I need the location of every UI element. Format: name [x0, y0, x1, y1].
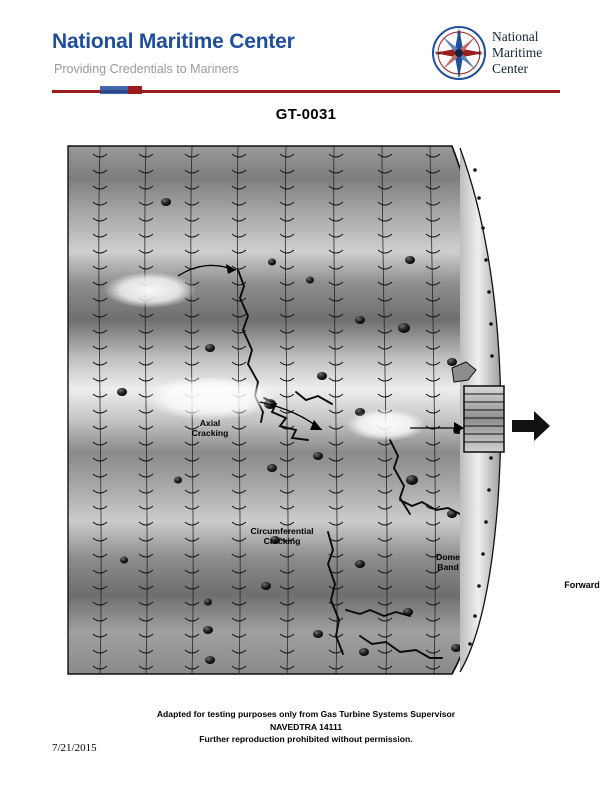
footer-line-2: NAVEDTRA 14111 — [269, 721, 343, 732]
svg-text:W: W — [435, 51, 441, 57]
logo-line-1: National — [492, 29, 539, 44]
figure-illustration — [60, 140, 600, 680]
forward-arrow-icon — [512, 411, 550, 441]
document-date: 7/21/2015 — [52, 742, 97, 754]
footer-line-1: Adapted for testing purposes only from Gas Turbine Systems Supervisor — [156, 709, 456, 719]
combustion-liner-diagram — [60, 140, 552, 680]
svg-text:E: E — [478, 51, 482, 57]
svg-text:N: N — [456, 31, 462, 37]
footer-line-3: Further reproduction prohibited without permission. — [199, 734, 413, 744]
logo-line-3: Center — [492, 61, 528, 76]
callout-dome-band: Dome Band — [436, 552, 460, 572]
callout-axial-cracking: Axial Cracking — [191, 418, 229, 438]
nmc-logo — [430, 24, 560, 86]
organization-tagline: Providing Credentials to Mariners — [54, 62, 239, 76]
page-footer — [0, 708, 612, 746]
callout-circumferential-cracking: Circumferential Cracking — [250, 526, 314, 546]
logo-wordmark — [492, 29, 542, 77]
callout-forward: Forward — [564, 580, 600, 590]
header-divider-accent-red — [128, 86, 142, 94]
compass-rose-icon — [430, 24, 488, 82]
svg-text:S: S — [457, 73, 461, 79]
figure-id-label: GT-0031 — [275, 106, 337, 123]
page-header — [0, 0, 612, 98]
organization-title: National Maritime Center — [52, 30, 295, 53]
logo-line-2: Maritime — [492, 45, 543, 60]
